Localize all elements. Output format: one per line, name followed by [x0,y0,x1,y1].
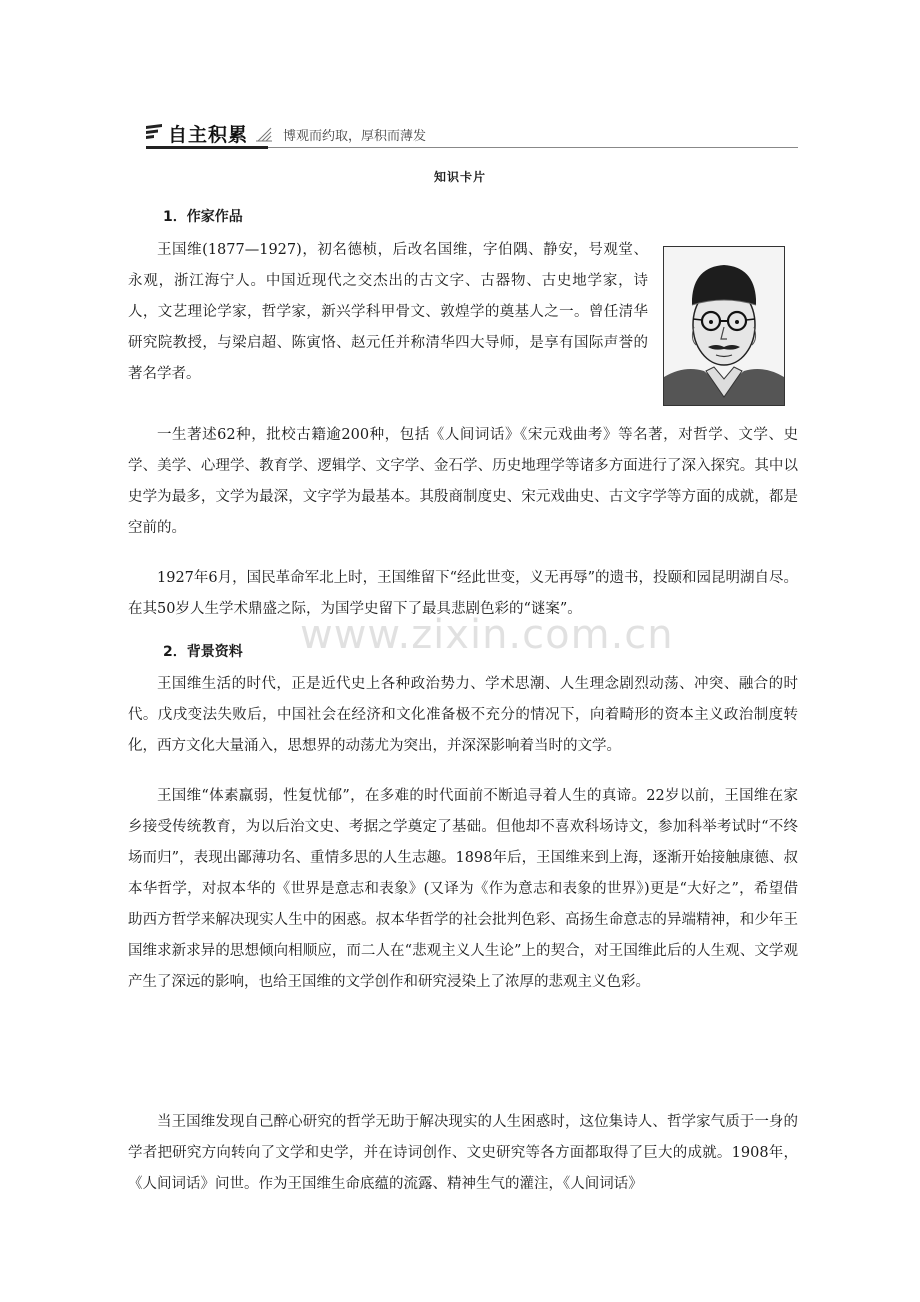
paragraph-death: 1927年6月，国民革命军北上时，王国维留下“经此世变，义无再辱”的遗书，投颐和园昆明湖自尽。在其50岁人生学术鼎盛之际，为国学史留下了最具悲剧色彩的“谜案”。 [128,570,798,617]
header-rule [146,146,268,149]
card-title: 知识卡片 [433,170,486,184]
paragraph-career: 当王国维发现自己醉心研究的哲学无助于解决现实的人生困惑时，这位集诗人、哲学家气质于一身的学者把研究方向转向了文学和史学，并在诗词创作、文史研究等各方面都取得了巨大的成就。1908年，《人间词话》问世。作为王国维生命底蕴的流露、精神生气的灌注，《人间词话》 [128,1114,798,1192]
paragraph-era: 王国维生活的时代，正是近代史上各种政治势力、学术思潮、人生理念剧烈动荡、冲突、融合的时代。戊戌变法失败后，中国社会在经济和文化准备极不充分的情况下，向着畸形的资本主义政治制度转化，西方文化大量涌入，思想界的动荡尤为突出，并深深影响着当时的文学。 [128,676,798,754]
header-rule-thin [268,147,798,148]
section-heading-background: 2．背景资料 [163,644,243,660]
section-subtitle: 博观而约取，厚积而薄发 [283,129,427,144]
section-heading-works: 1．作家作品 [163,209,243,225]
paragraph-life: 王国维“体素羸弱，性复忧郁”，在多难的时代面前不断追寻着人生的真谛。22岁以前，王国维在家乡接受传统教育，为以后治文史、考据之学奠定了基础。但他却不喜欢科场诗文，参加科举考试时“不终场而归”，表现出鄙薄功名、重情多思的人生志趣。1898年后，王国维来到上海，逐渐开始接触康德、叔本华哲学，对叔本华的《世界是意志和表象》(又译为《作为意志和表象的世界》)更是“大好之”，希望借助西方哲学来解决现实人生中的困惑。叔本华哲学的社会批判色彩、高扬生命意志的异端精神，和少年王国维求新求异的思想倾向相顺应，而二人在“悲观主义人生论”上的契合，对王国维此后的人生观、文学观产生了深远的影响，也给王国维的文学创作和研究浸染上了浓厚的悲观主义色彩。 [128,788,798,990]
stripes-icon [146,124,164,142]
watermark: www.zixin.com.cn [300,612,674,658]
portrait-drawing [664,247,784,405]
section-header [146,120,798,150]
triangle-stripes-icon [256,126,272,142]
paragraph-biography: 王国维(1877—1927)，初名德桢，后改名国维，字伯隅、静安，号观堂、永观，浙江海宁人。中国近现代之交杰出的古文字、古器物、古史地学家，诗人，文艺理论学家，哲学家，新兴学科甲骨文、敦煌学的奠基人之一。曾任清华研究院教授，与梁启超、陈寅恪、赵元任并称清华四大导师，是享有国际声誉的著名学者。 [128,242,648,382]
section-title: 自主积累 [168,124,249,146]
paragraph-works: 一生著述62种，批校古籍逾200种，包括《人间词话》《宋元戏曲考》等名著，对哲学、文学、史学、美学、心理学、教育学、逻辑学、文字学、金石学、历史地理学等诸多方面进行了深入探究。其中以史学为最多，文学为最深，文字学为最基本。其殷商制度史、宋元戏曲史、古文字学等方面的成就，都是空前的。 [128,427,798,536]
portrait-image [663,246,785,406]
